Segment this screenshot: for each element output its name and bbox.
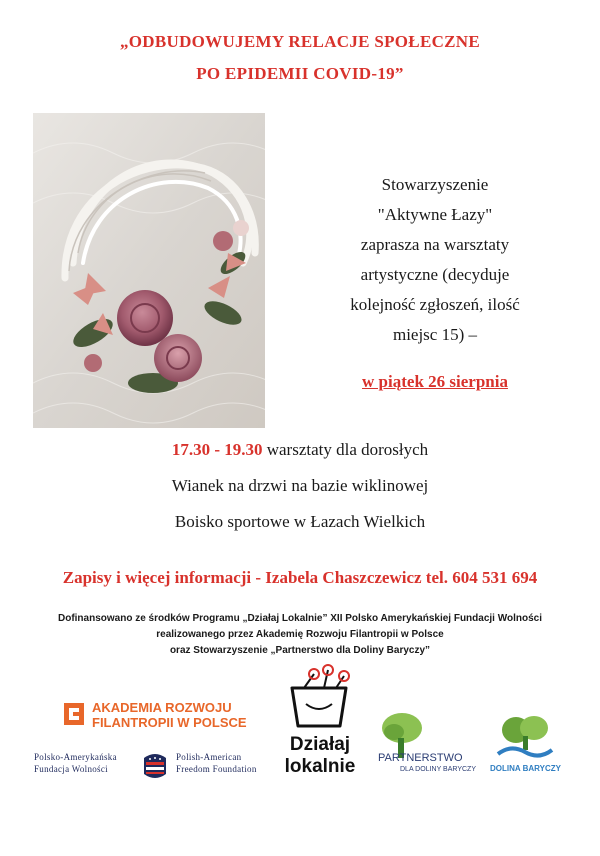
funding-line: Dofinansowano ze środków Programu „Działaj Lokalnie” XII Polsko Amerykańskiej Fundacji Wolności xyxy=(57,613,542,624)
event-title-line1: „ODBUDOWUJEMY RELACJE SPOŁECZNE xyxy=(119,32,481,51)
org-label: Stowarzyszenie xyxy=(381,175,489,194)
dolina-baryczy-logo xyxy=(490,714,560,776)
intro-line: artystyczne (decyduje xyxy=(360,265,510,284)
pafw-name-pl-2: Fundacja Wolności xyxy=(34,764,108,774)
akademia-logo xyxy=(62,700,262,730)
dolina-name: DOLINA BARYCZY xyxy=(490,764,561,773)
wreath-photo xyxy=(33,113,265,428)
pafw-name-en-2: Freedom Foundation xyxy=(176,764,257,774)
pafw-logo xyxy=(34,752,279,784)
flag-bell-icon xyxy=(140,752,170,780)
partnerstwo-logo xyxy=(372,712,482,778)
funding-line: oraz Stowarzyszenie „Partnerstwo dla Doliny Baryczy” xyxy=(169,645,431,656)
akademia-name-1: AKADEMIA ROZWOJU xyxy=(92,700,232,715)
pafw-name-en-1: Polish-American xyxy=(176,752,242,762)
event-time-line xyxy=(0,440,600,460)
event-title-line2: PO EPIDEMII COVID-19” xyxy=(196,64,404,83)
event-topic: Wianek na drzwi na bazie wiklinowej xyxy=(171,476,429,495)
akademia-name-2: FILANTROPII W POLSCE xyxy=(92,715,247,730)
event-place: Boisko sportowe w Łazach Wielkich xyxy=(174,512,426,531)
akademia-mark-icon xyxy=(62,701,86,727)
contact-info: Zapisy i więcej informacji - Izabela Chaszczewicz tel. 604 531 694 xyxy=(62,568,538,587)
lokalnie-word: lokalnie xyxy=(284,756,356,777)
dzialaj-word: Działaj xyxy=(289,734,351,755)
event-time: 17.30 - 19.30 xyxy=(171,440,263,459)
intro-line: kolejność zgłoszeń, ilość xyxy=(350,295,520,314)
intro-line: zaprasza na warsztaty xyxy=(360,235,510,254)
org-name: "Aktywne Łazy" xyxy=(377,205,493,224)
dolina-tree-icon xyxy=(496,714,554,760)
partnerstwo-name: PARTNERSTWO xyxy=(378,752,463,764)
flower-pot-icon xyxy=(284,664,354,732)
pafw-name-pl-1: Polsko-Amerykańska xyxy=(34,752,117,762)
funding-line: realizowanego przez Akademię Rozwoju Filantropii w Polsce xyxy=(156,629,444,640)
event-time-desc: warsztaty dla dorosłych xyxy=(262,440,429,459)
dzialaj-lokalnie-logo xyxy=(278,664,362,784)
intro-line: miejsc 15) – xyxy=(392,325,478,344)
event-date: w piątek 26 sierpnia xyxy=(362,372,508,391)
partnerstwo-sub: DLA DOLINY BARYCZY xyxy=(400,766,476,773)
